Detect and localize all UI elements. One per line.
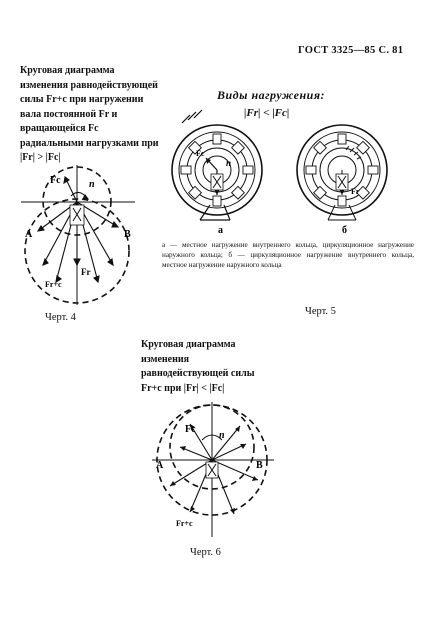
figure4-caption: Круговая диаграмма изменения равнодействующей силы Fr+c при нагружении вала постоянной Fr и вращающейся Fc радиальными нагрузками при |Fr| > |Fc| xyxy=(20,65,159,163)
label-frc: Fr+c xyxy=(45,280,62,289)
label-fc: Fc xyxy=(196,149,205,158)
label-fr: Fr xyxy=(81,267,91,277)
figure5-label: Черт. 5 xyxy=(305,306,336,317)
label-fc: Fc xyxy=(185,424,196,435)
label-a: а xyxy=(218,225,223,236)
figure4-diagram xyxy=(15,165,165,315)
label-n: n xyxy=(219,430,225,441)
figure5-condition: |Fr| < |Fc| xyxy=(244,107,290,119)
figure6-caption: Круговая диаграмма изменения равнодействующей силы Fr+c при |Fr| < |Fc| xyxy=(141,339,255,394)
label-a: A xyxy=(25,229,33,240)
figure5-title: Виды нагружения: xyxy=(217,88,326,102)
figure5-legend: а — местное нагружение внутреннего кольца, циркуляционное нагружение наружного кольца; б — циркуляционное нагружение внутреннего кольца, местное нагружение наружного кольца xyxy=(162,241,414,269)
label-n: n xyxy=(226,158,232,168)
page-header: ГОСТ 3325—85 С. 81 xyxy=(298,45,404,56)
figure5-diagram xyxy=(170,110,420,235)
label-b: B xyxy=(256,460,263,471)
bearing-b xyxy=(297,125,387,236)
label-fr: Fr xyxy=(351,187,360,196)
label-a: A xyxy=(156,460,164,471)
figure6-diagram xyxy=(150,402,280,542)
bearing-a xyxy=(172,110,262,236)
label-b: б xyxy=(342,225,347,236)
label-b: B xyxy=(124,229,131,240)
label-n: n xyxy=(89,179,95,190)
label-fc: Fc xyxy=(50,175,61,186)
figure6-label: Черт. 6 xyxy=(190,547,221,558)
label-frc: Fr+c xyxy=(176,519,193,528)
figure4-label: Черт. 4 xyxy=(45,312,76,323)
